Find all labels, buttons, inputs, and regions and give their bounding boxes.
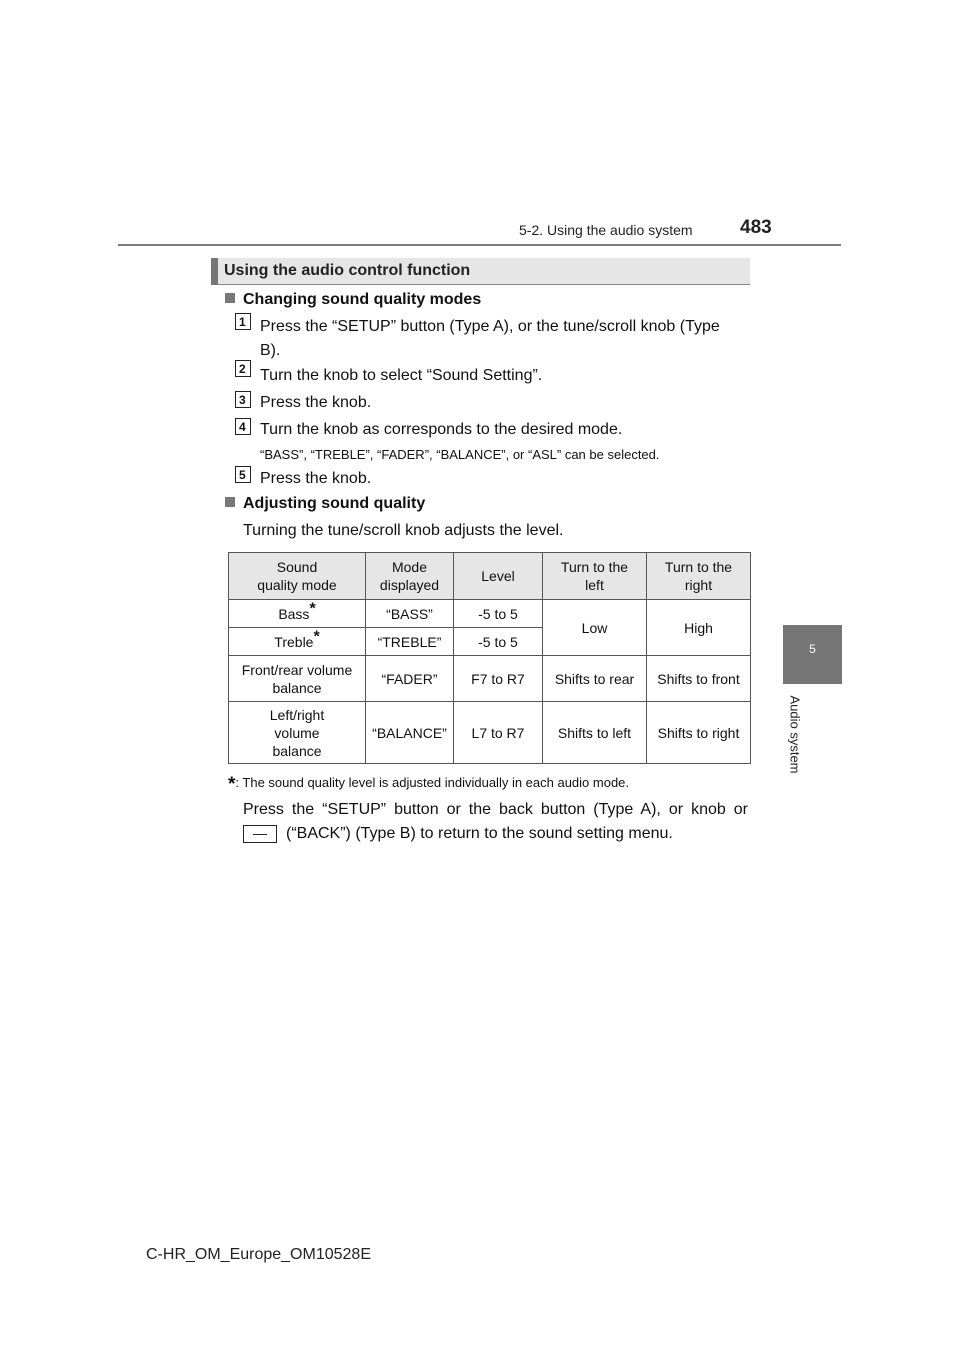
header-text: left: [585, 577, 604, 593]
back-key-icon-line: [253, 834, 267, 835]
subheading-changing-modes: [225, 291, 481, 309]
step-number-box: 4: [235, 418, 251, 435]
header-text: Turn to the: [560, 559, 629, 575]
table-header-row: [229, 553, 751, 600]
step-number-box: 1: [235, 313, 251, 330]
cell-turn-left: Shifts to left: [543, 702, 647, 764]
subheading-adjusting-quality: [225, 495, 425, 513]
cell-text: balance: [272, 679, 322, 696]
header-sound-quality-mode: [229, 553, 366, 600]
cell-turn-left: Shifts to rear: [543, 656, 647, 702]
header-text: Mode: [391, 559, 428, 575]
cell-mode: [229, 702, 366, 764]
step-number-box: 5: [235, 466, 251, 483]
table-footnote: [228, 774, 629, 796]
sound-quality-table: [228, 552, 751, 764]
cell-display: “TREBLE”: [366, 628, 454, 656]
table-row: [229, 702, 751, 764]
cell-display: “BALANCE”: [366, 702, 454, 764]
header-text: right: [684, 577, 713, 593]
step-4-note: “BASS”, “TREBLE”, “FADER”, “BALANCE”, or “ASL” can be selected.: [260, 447, 660, 462]
section-title: Using the audio control function: [224, 262, 471, 279]
cell-turn-right: Shifts to right: [647, 702, 751, 764]
step-1-text: Press the “SETUP” button (Type A), or the tune/scroll knob (Type: [260, 318, 720, 335]
step-number-box: 2: [235, 360, 251, 377]
cell-display: “FADER”: [366, 656, 454, 702]
cell-mode: [229, 628, 366, 656]
cell-mode: [229, 600, 366, 628]
header-text: displayed: [379, 577, 440, 593]
cell-text: Left/right: [269, 706, 325, 723]
chapter-side-label: Audio system: [787, 695, 803, 774]
step-3-text: Press the knob.: [260, 394, 372, 411]
step-number-box: 3: [235, 391, 251, 408]
header-text: Sound: [276, 559, 318, 575]
subheading-text: Adjusting sound quality: [243, 495, 426, 512]
cell-mode: [229, 656, 366, 702]
header-turn-right: [647, 553, 751, 600]
cell-turn-right: Shifts to front: [647, 656, 751, 702]
closing-text-line2: (“BACK”) (Type B) to return to the sound setting menu.: [286, 825, 673, 842]
table-row: [229, 656, 751, 702]
cell-level: -5 to 5: [454, 600, 543, 628]
page-number: 483: [740, 217, 772, 238]
chapter-tab-number: 5: [809, 642, 816, 656]
cell-text: volume: [274, 724, 320, 741]
cell-level: -5 to 5: [454, 628, 543, 656]
step-5-text: Press the knob.: [260, 470, 372, 487]
header-text: quality mode: [257, 577, 337, 593]
cell-turn-left: Low: [543, 600, 647, 656]
header-text: Turn to the: [664, 559, 733, 575]
cell-level: L7 to R7: [454, 702, 543, 764]
adjusting-quality-text: Turning the tune/scroll knob adjusts the level.: [243, 522, 564, 539]
asterisk-mark: *: [313, 627, 320, 645]
step-2-text: Turn the knob to select “Sound Setting”.: [260, 367, 543, 384]
footnote-text: : The sound quality level is adjusted individually in each audio mode.: [235, 775, 630, 790]
cell-text: Treble: [274, 633, 314, 650]
cell-text: Bass: [278, 605, 310, 622]
cell-level: F7 to R7: [454, 656, 543, 702]
asterisk-mark: *: [309, 599, 316, 617]
footnote-asterisk: *: [228, 774, 236, 795]
closing-text-line1: Press the “SETUP” button or the back button (Type A), or knob or: [243, 801, 748, 818]
cell-display: “BASS”: [366, 600, 454, 628]
header-turn-left: [543, 553, 647, 600]
square-bullet-icon: [225, 293, 235, 303]
header-mode-displayed: [366, 553, 454, 600]
cell-text: Front/rear volume: [241, 661, 353, 678]
header-rule: [118, 244, 841, 246]
step-4-text: Turn the knob as corresponds to the desired mode.: [260, 421, 623, 438]
square-bullet-icon: [225, 497, 235, 507]
step-1-text-cont: B).: [260, 342, 281, 359]
header-level: Level: [454, 553, 543, 600]
running-header-section: 5-2. Using the audio system: [519, 222, 693, 238]
document-footer: C-HR_OM_Europe_OM10528E: [146, 1246, 371, 1263]
section-bar-accent: [211, 258, 218, 285]
cell-text: balance: [272, 742, 322, 759]
cell-turn-right: High: [647, 600, 751, 656]
subheading-text: Changing sound quality modes: [243, 291, 482, 308]
table-row: [229, 600, 751, 628]
